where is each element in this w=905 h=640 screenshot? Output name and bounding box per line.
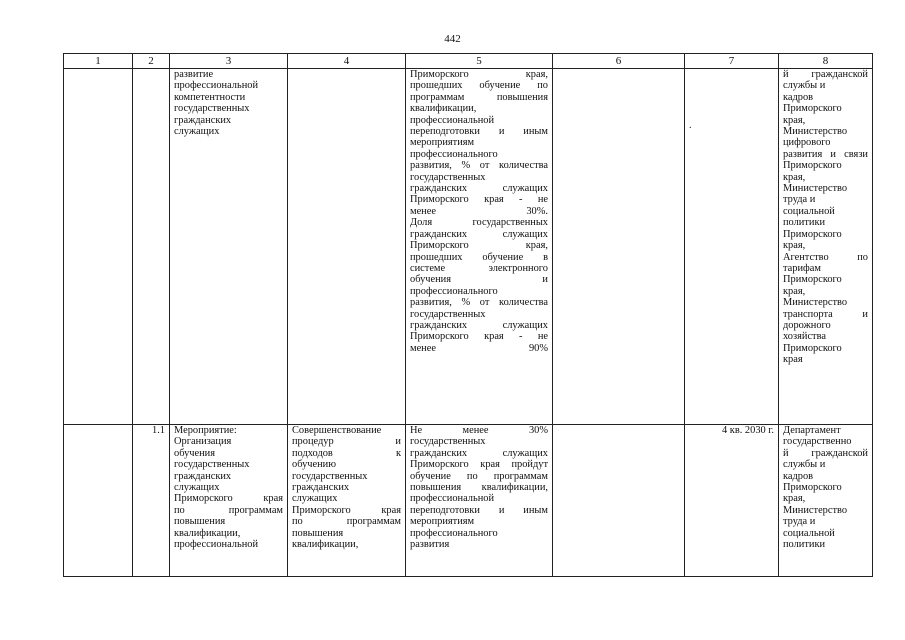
cell-line: Доля государственных <box>410 217 548 229</box>
cell-line: гражданских <box>174 114 232 126</box>
cell-line: политики <box>783 217 826 229</box>
cell-line: программам повышения <box>410 91 548 103</box>
cell-col2: 1.1 <box>133 425 170 577</box>
cell-line: Приморского <box>783 342 842 354</box>
cell-line: Приморского края <box>174 493 283 505</box>
cell-col5 <box>406 425 553 577</box>
cell-line: цифрового <box>783 137 831 149</box>
cell-line: повышения <box>292 527 344 539</box>
cell-col4 <box>288 425 406 577</box>
column-header: 1 <box>64 54 133 69</box>
cell-line: Министерство <box>783 183 848 195</box>
cell-col1 <box>64 425 133 577</box>
table-row <box>64 69 873 425</box>
cell-line: государственных <box>174 103 250 115</box>
cell-line: гражданских <box>292 482 350 494</box>
column-header: 3 <box>170 54 288 69</box>
cell-line: транспорта и <box>783 308 868 320</box>
cell-line: повышения квалификации, <box>410 482 548 494</box>
column-header: 2 <box>133 54 170 69</box>
cell-line: квалификации, <box>174 527 241 539</box>
column-header: 5 <box>406 54 553 69</box>
cell-line: обучение по программам <box>410 470 548 482</box>
cell-line: Министерство <box>783 504 848 516</box>
cell-line: Приморского края, <box>410 69 548 80</box>
cell-line: прошедших обучение по <box>410 80 548 92</box>
cell-line: тарифам <box>783 262 821 274</box>
cell-line: Приморского <box>783 482 842 494</box>
cell-line: й гражданской <box>783 447 868 459</box>
cell-col8 <box>779 69 873 425</box>
cell-col6 <box>553 425 685 577</box>
cell-line: профессиональной <box>410 493 495 505</box>
cell-line: социальной <box>783 527 835 539</box>
cell-line: края, <box>783 114 806 126</box>
cell-line: Приморского края - не <box>410 194 548 206</box>
cell-line: профессионального <box>410 285 498 297</box>
cell-line: квалификации, <box>410 103 477 115</box>
cell-line: обучения и <box>410 274 548 286</box>
cell-line: государственно <box>783 436 852 448</box>
cell-line: развития и связи <box>783 148 868 160</box>
cell-line: кадров <box>783 470 814 482</box>
header-row <box>64 54 873 69</box>
cell-col4 <box>288 69 406 425</box>
cell-line: служащих <box>174 126 220 138</box>
cell-line: по программам <box>292 516 401 528</box>
cell-col7 <box>685 425 779 577</box>
cell-line: Департамент <box>783 425 841 436</box>
cell-line: социальной <box>783 205 835 217</box>
cell-line: развития, % от количества <box>410 160 548 172</box>
cell-line: 4 кв. 2030 г. <box>721 425 774 436</box>
cell-line: развитие <box>174 69 214 80</box>
cell-col8 <box>779 425 873 577</box>
cell-line: менее 90% <box>410 342 548 354</box>
cell-line: гражданских служащих <box>410 228 548 240</box>
cell-line: . <box>689 120 692 131</box>
cell-line: Приморского края - не <box>410 331 548 343</box>
cell-line: Приморского <box>783 274 842 286</box>
cell-line: служащих <box>174 482 220 494</box>
cell-line: политики <box>783 539 826 551</box>
cell-line: системе электронного <box>410 262 548 274</box>
cell-line: хозяйства <box>783 331 826 343</box>
cell-line: государственных <box>174 459 250 471</box>
cell-line: подходов к <box>292 447 401 459</box>
cell-line: дорожного <box>783 319 831 331</box>
cell-line: государственных <box>292 470 368 482</box>
cell-line: государственных <box>410 308 486 320</box>
cell-line: службы и <box>783 80 826 92</box>
cell-line: обучению <box>292 459 337 471</box>
table-row <box>64 425 873 577</box>
cell-line: прошедших обучение в <box>410 251 548 263</box>
cell-line: й гражданской <box>783 69 868 80</box>
cell-line: Приморского <box>783 103 842 115</box>
cell-line: Приморского <box>783 228 842 240</box>
cell-line: профессионального <box>410 527 498 539</box>
cell-line: переподготовки и иным <box>410 126 548 138</box>
cell-line: Приморского <box>783 160 842 172</box>
cell-line: края <box>783 354 803 366</box>
cell-line: службы и <box>783 459 826 471</box>
cell-line: переподготовки и иным <box>410 504 548 516</box>
cell-line: квалификации, <box>292 539 359 551</box>
page-number: 442 <box>444 33 461 45</box>
cell-line: развития <box>410 539 450 551</box>
cell-line: Мероприятие: <box>174 425 237 436</box>
cell-line: профессионального <box>410 148 498 160</box>
cell-line: Совершенствование <box>292 425 382 436</box>
cell-line: Министерство <box>783 126 848 138</box>
cell-line: труда и <box>783 516 816 528</box>
cell-line: мероприятиям <box>410 137 475 149</box>
cell-line: Организация <box>174 436 232 448</box>
cell-line: повышения <box>174 516 226 528</box>
cell-line: по программам <box>174 504 283 516</box>
cell-line: Министерство <box>783 297 848 309</box>
cell-line: труда и <box>783 194 816 206</box>
cell-line: государственных <box>410 436 486 448</box>
cell-line: гражданских служащих <box>410 183 548 195</box>
column-header: 6 <box>553 54 685 69</box>
cell-line: Приморского края пройдут <box>410 459 548 471</box>
cell-line: профессиональной <box>174 80 259 92</box>
column-header: 4 <box>288 54 406 69</box>
cell-line: края, <box>783 493 806 505</box>
cell-line: края, <box>783 240 806 252</box>
cell-line: гражданских служащих <box>410 319 548 331</box>
cell-line: Приморского края <box>292 504 401 516</box>
cell-line: государственных <box>410 171 486 183</box>
cell-line: Агентство по <box>783 251 868 263</box>
cell-line: кадров <box>783 91 814 103</box>
cell-col1 <box>64 69 133 425</box>
cell-line: процедур и <box>292 436 401 448</box>
cell-line: профессиональной <box>410 114 495 126</box>
cell-line: профессиональной <box>174 539 259 551</box>
cell-line: гражданских <box>174 470 232 482</box>
data-table <box>63 53 873 577</box>
cell-line: мероприятиям <box>410 516 475 528</box>
cell-line: обучения <box>174 447 216 459</box>
cell-line: развития, % от количества <box>410 297 548 309</box>
cell-col6 <box>553 69 685 425</box>
cell-col3 <box>170 425 288 577</box>
cell-line: Приморского края, <box>410 240 548 252</box>
column-header: 7 <box>685 54 779 69</box>
cell-col7 <box>685 69 779 425</box>
cell-col3 <box>170 69 288 425</box>
cell-line: края, <box>783 285 806 297</box>
cell-line: Не менее 30% <box>410 425 548 436</box>
cell-line: менее 30%. <box>410 205 548 217</box>
cell-line: гражданских служащих <box>410 447 548 459</box>
cell-col2 <box>133 69 170 425</box>
cell-col5 <box>406 69 553 425</box>
cell-line: служащих <box>292 493 338 505</box>
column-header: 8 <box>779 54 873 69</box>
cell-line: компетентности <box>174 91 246 103</box>
cell-line: края, <box>783 171 806 183</box>
